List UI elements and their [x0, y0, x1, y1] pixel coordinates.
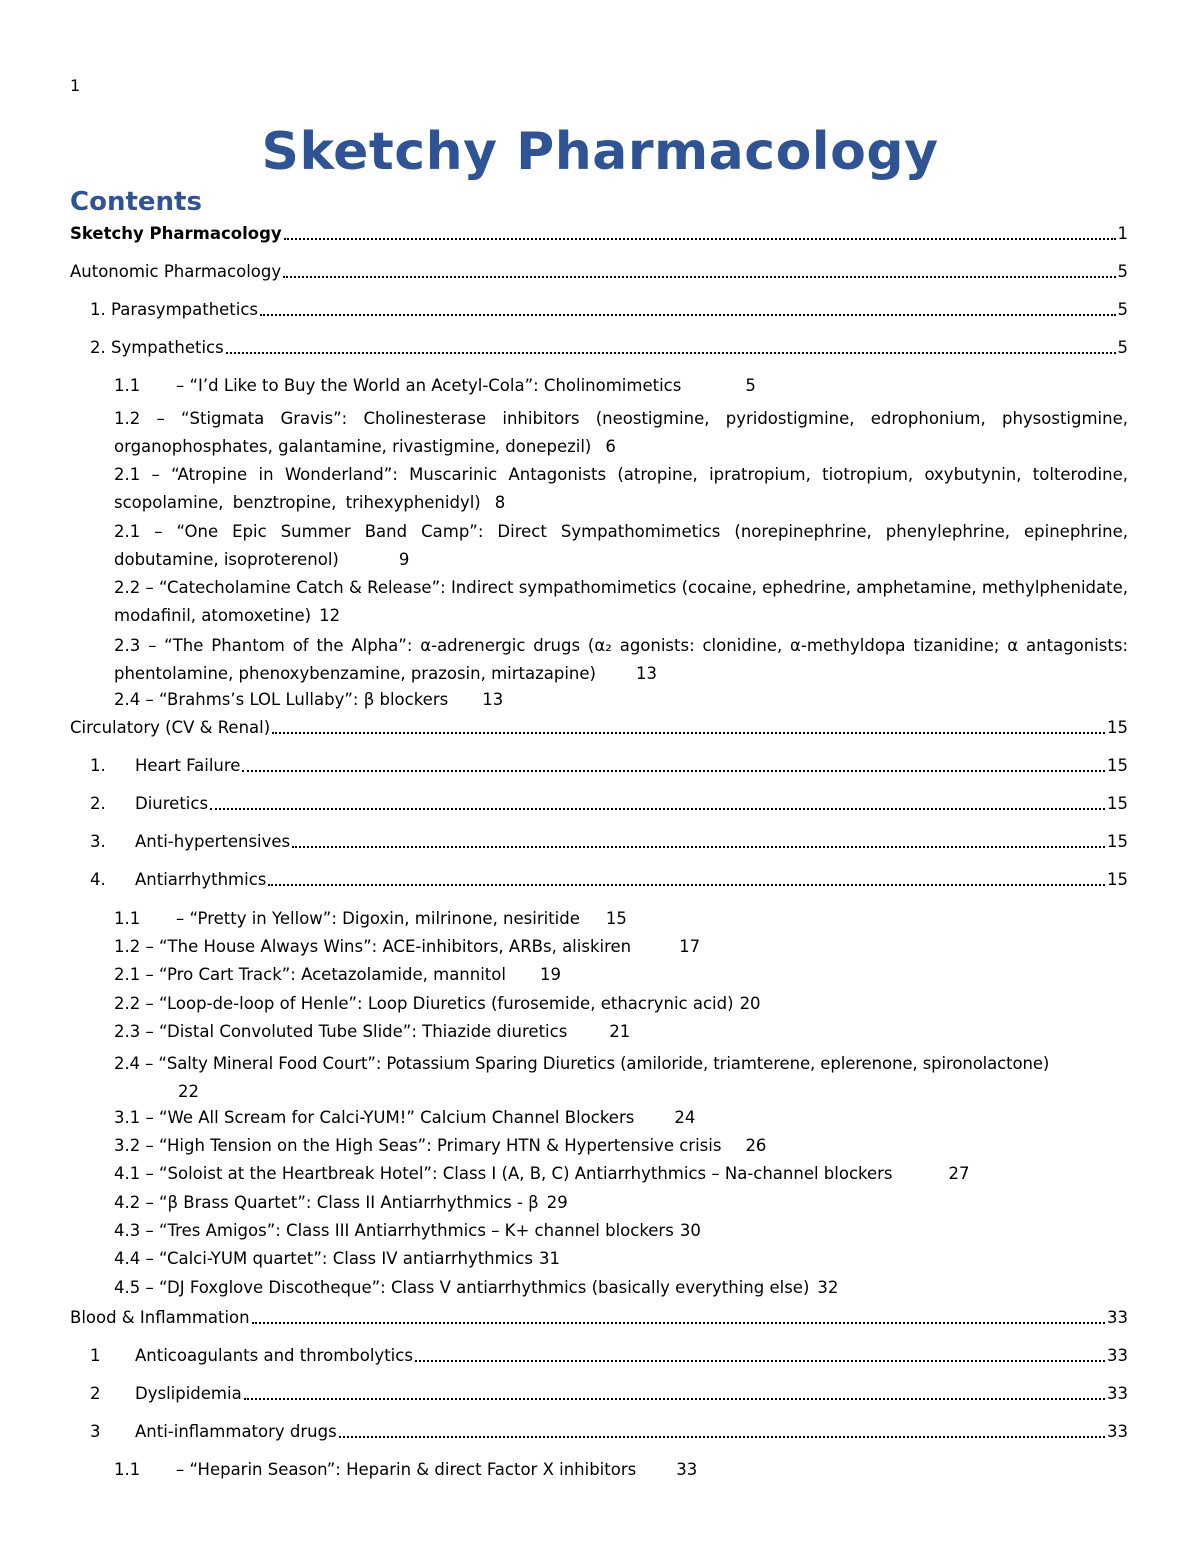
toc-entry-2-3-alpha-adrenergic[interactable]	[114, 632, 1128, 688]
toc-entry-anti-inflammatory[interactable]	[90, 1422, 1128, 1442]
toc-entry-4-1-class-i[interactable]	[114, 1164, 970, 1184]
toc-number: 2.	[90, 794, 106, 813]
toc-number: 1.1	[114, 376, 141, 395]
toc-text: 2.2 – “Loop-de-loop of Henle”: Loop Diuretics (furosemide, ethacrynic acid)	[114, 994, 734, 1013]
toc-number: 1.1	[114, 1460, 141, 1479]
toc-page: 21	[609, 1022, 631, 1041]
dot-leader	[339, 1435, 1105, 1438]
toc-page: 30	[679, 1221, 701, 1240]
toc-entry-2-1-acetazolamide[interactable]	[114, 965, 561, 985]
toc-entry-2-2-indirect-sympathomimetics[interactable]	[114, 574, 1128, 630]
toc-page: 5	[1117, 300, 1128, 319]
toc-number: 1.	[90, 300, 106, 319]
dot-leader	[252, 1321, 1105, 1324]
toc-page: 15	[1107, 870, 1128, 889]
toc-text: 2.4 – “Brahms’s LOL Lullaby”: β blockers	[114, 690, 449, 709]
toc-label: Parasympathetics	[111, 300, 259, 319]
toc-text: 2.3 – “The Phantom of the Alpha”: α-adrenergic drugs (α₂ agonists: clonidine, α-methyldopa tizanidine; α antagonists: phentolamine, phenoxybenzamine, prazosin, mirtazapine)	[114, 636, 1128, 683]
toc-text: 3.2 – “High Tension on the High Seas”: Primary HTN & Hypertensive crisis	[114, 1136, 722, 1155]
toc-page: 15	[1107, 832, 1128, 851]
toc-entry-sympathetics[interactable]	[90, 338, 1128, 358]
toc-page: 6	[605, 437, 616, 456]
toc-page: 31	[538, 1249, 560, 1268]
toc-entry-4-3-class-iii[interactable]	[114, 1221, 701, 1241]
toc-entry-4-5-class-v[interactable]	[114, 1278, 838, 1298]
toc-entry-dyslipidemia[interactable]	[90, 1384, 1128, 1404]
toc-text: 4.2 – “β Brass Quartet”: Class II Antiarrhythmics - β	[114, 1193, 539, 1212]
toc-label: Anticoagulants and thrombolytics	[135, 1346, 413, 1365]
toc-page: 33	[1107, 1422, 1128, 1441]
toc-text: 1.2 – “Stigmata Gravis”: Cholinesterase inhibitors (neostigmine, pyridostigmine, edrophonium, physostigmine, organophosphates, galantamine, rivastigmine, donepezil)	[114, 409, 1128, 456]
toc-page: 12	[319, 606, 341, 625]
toc-label: Diuretics	[135, 794, 209, 813]
toc-text: 3.1 – “We All Scream for Calci-YUM!” Calcium Channel Blockers	[114, 1108, 635, 1127]
toc-text: 2.1 – “One Epic Summer Band Camp”: Direct Sympathomimetics (norepinephrine, phenylephrine, epinephrine, dobutamine, isoproterenol)	[114, 522, 1128, 569]
toc-text: 2.1 – “Pro Cart Track”: Acetazolamide, mannitol	[114, 965, 506, 984]
toc-entry-1-2-cholinesterase[interactable]	[114, 405, 1128, 461]
dot-leader	[226, 351, 1116, 354]
toc-entry-2-3-thiazide[interactable]	[114, 1022, 630, 1042]
toc-label: Autonomic Pharmacology	[70, 262, 282, 281]
toc-text: 4.5 – “DJ Foxglove Discotheque”: Class V antiarrhythmics (basically everything else)	[114, 1278, 810, 1297]
toc-entry-autonomic[interactable]	[70, 262, 1128, 282]
toc-page: 5	[1117, 338, 1128, 357]
document-title: Sketchy Pharmacology	[261, 122, 939, 182]
toc-entry-diuretics[interactable]	[90, 794, 1128, 814]
toc-entry-2-4-potassium-sparing[interactable]	[114, 1050, 1128, 1106]
toc-page: 24	[674, 1108, 696, 1127]
toc-number: 3.	[90, 832, 106, 851]
toc-entry-4-2-class-ii[interactable]	[114, 1193, 568, 1213]
toc-page: 1	[1117, 224, 1128, 243]
toc-number: 1.1	[114, 909, 141, 928]
dot-leader	[268, 883, 1105, 886]
toc-entry-blood-inflammation[interactable]	[70, 1308, 1128, 1328]
dot-leader	[210, 807, 1105, 810]
toc-text: 2.2 – “Catecholamine Catch & Release”: Indirect sympathomimetics (cocaine, ephedrine, amphetamine, methylphenidate, modafinil, atomoxetine)	[114, 578, 1128, 625]
toc-entry-2-4-beta-blockers[interactable]	[114, 690, 503, 710]
toc-number: 2	[90, 1384, 101, 1403]
toc-entry-1-1-heparin[interactable]	[114, 1460, 697, 1480]
toc-entry-4-4-class-iv[interactable]	[114, 1249, 560, 1269]
toc-label: Circulatory (CV & Renal)	[70, 718, 271, 737]
toc-page: 33	[1107, 1384, 1128, 1403]
toc-text: – “I’d Like to Buy the World an Acetyl-Cola”: Cholinomimetics	[176, 376, 682, 395]
toc-page: 13	[635, 664, 657, 683]
toc-page: 15	[605, 909, 627, 928]
toc-page: 26	[745, 1136, 767, 1155]
toc-text: – “Pretty in Yellow”: Digoxin, milrinone, nesiritide	[176, 909, 580, 928]
toc-text: 4.1 – “Soloist at the Heartbreak Hotel”: Class I (A, B, C) Antiarrhythmics – Na-channel blockers	[114, 1164, 893, 1183]
toc-entry-sketchy-pharmacology[interactable]	[70, 224, 1128, 244]
toc-number: 3	[90, 1422, 101, 1441]
toc-entry-heart-failure[interactable]	[90, 756, 1128, 776]
toc-label: Anti-inflammatory drugs	[135, 1422, 337, 1441]
toc-text: 1.2 – “The House Always Wins”: ACE-inhibitors, ARBs, aliskiren	[114, 937, 632, 956]
contents-heading: Contents	[70, 187, 202, 217]
toc-text: 2.3 – “Distal Convoluted Tube Slide”: Thiazide diuretics	[114, 1022, 568, 1041]
toc-page: 33	[1107, 1346, 1128, 1365]
toc-label: Heart Failure	[135, 756, 241, 775]
toc-page: 15	[1107, 756, 1128, 775]
dot-leader	[284, 237, 1116, 240]
toc-label: Sympathetics	[111, 338, 224, 357]
dot-leader	[415, 1359, 1105, 1362]
toc-text: 2.4 – “Salty Mineral Food Court”: Potassium Sparing Diuretics (amiloride, triamterene, eplerenone, spironolactone)	[114, 1054, 1050, 1073]
dot-leader	[283, 275, 1115, 278]
toc-entry-1-1-digoxin[interactable]	[114, 909, 627, 929]
toc-entry-anti-hypertensives[interactable]	[90, 832, 1128, 852]
toc-page: 29	[546, 1193, 568, 1212]
toc-page: 5	[745, 376, 756, 395]
toc-entry-2-1-direct-sympathomimetics[interactable]	[114, 518, 1128, 574]
toc-number: 4.	[90, 870, 106, 889]
toc-page: 15	[1107, 718, 1128, 737]
toc-page: 33	[676, 1460, 698, 1479]
toc-page: 33	[1107, 1308, 1128, 1327]
dot-leader	[244, 1397, 1105, 1400]
toc-label: Antiarrhythmics	[135, 870, 267, 889]
toc-page: 32	[817, 1278, 839, 1297]
toc-page: 9	[398, 550, 410, 569]
page-number: 1	[70, 76, 81, 95]
toc-number: 2.	[90, 338, 106, 357]
dot-leader	[242, 769, 1105, 772]
toc-label: Sketchy Pharmacology	[70, 224, 282, 243]
toc-label: Anti-hypertensives	[135, 832, 291, 851]
toc-label: Blood & Inflammation	[70, 1308, 250, 1327]
toc-entry-circulatory[interactable]	[70, 718, 1128, 738]
toc-page: 20	[739, 994, 761, 1013]
toc-page: 17	[679, 937, 701, 956]
toc-entry-1-2-ace-inhibitors[interactable]	[114, 937, 700, 957]
toc-entry-parasympathetics[interactable]	[90, 300, 1128, 320]
dot-leader	[260, 313, 1115, 316]
toc-page: 22	[178, 1082, 199, 1101]
toc-entry-anticoagulants[interactable]	[90, 1346, 1128, 1366]
toc-page: 13	[482, 690, 504, 709]
toc-text: 4.4 – “Calci-YUM quartet”: Class IV antiarrhythmics	[114, 1249, 533, 1268]
toc-text: 2.1 – “Atropine in Wonderland”: Muscarinic Antagonists (atropine, ipratropium, tiotropium, oxybutynin, tolterodine, scopolamine, benztropine, trihexyphenidyl)	[114, 465, 1128, 512]
toc-entry-3-2-htn[interactable]	[114, 1136, 766, 1156]
toc-label: Dyslipidemia	[135, 1384, 242, 1403]
toc-text: – “Heparin Season”: Heparin & direct Factor X inhibitors	[176, 1460, 637, 1479]
toc-entry-1-1-cholinomimetics[interactable]	[114, 376, 756, 396]
toc-page: 15	[1107, 794, 1128, 813]
toc-entry-2-2-loop-diuretics[interactable]	[114, 994, 761, 1014]
toc-page: 8	[494, 493, 506, 512]
toc-page: 5	[1117, 262, 1128, 281]
toc-entry-antiarrhythmics[interactable]	[90, 870, 1128, 890]
toc-entry-3-1-calcium-channel-blockers[interactable]	[114, 1108, 695, 1128]
toc-text: 4.3 – “Tres Amigos”: Class III Antiarrhythmics – K+ channel blockers	[114, 1221, 674, 1240]
toc-page: 27	[948, 1164, 970, 1183]
toc-number: 1	[90, 1346, 101, 1365]
dot-leader	[292, 845, 1105, 848]
toc-entry-2-1-muscarinic[interactable]	[114, 461, 1128, 517]
toc-page: 19	[539, 965, 561, 984]
toc-number: 1.	[90, 756, 106, 775]
dot-leader	[272, 731, 1105, 734]
